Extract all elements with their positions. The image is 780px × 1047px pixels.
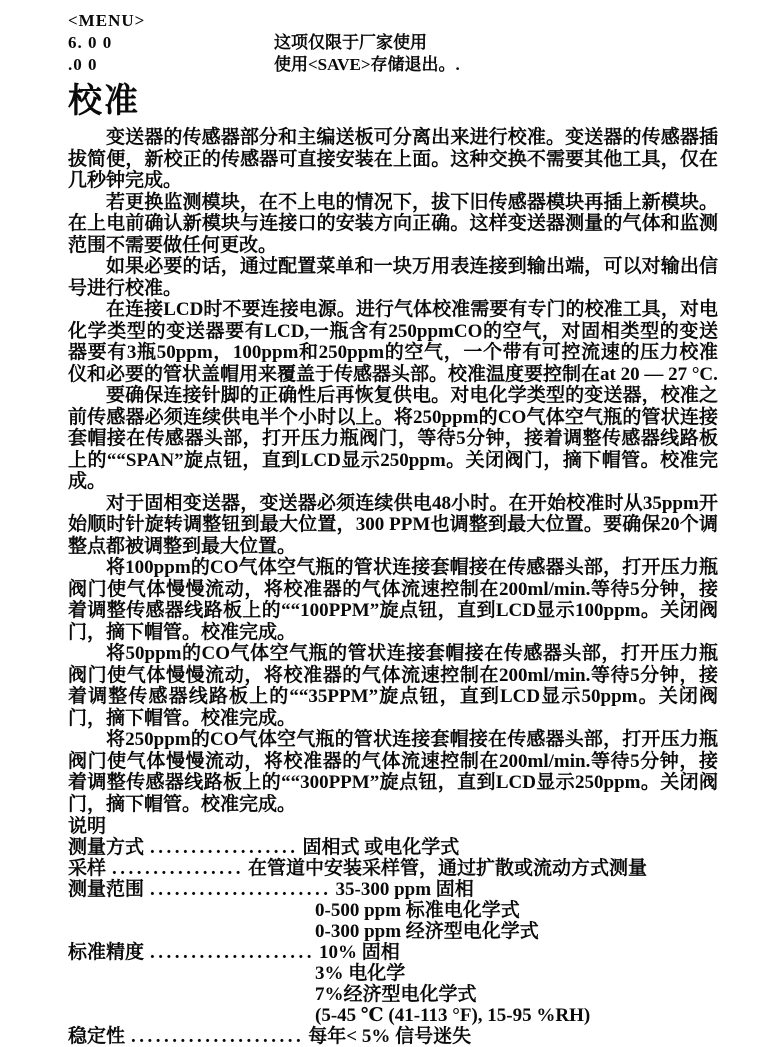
menu-block	[68, 10, 718, 76]
spec-label: 测量范围	[68, 879, 145, 900]
body-text	[68, 127, 718, 815]
spec-accuracy-conditions: (5-45 ℃ (41-113 °F), 15-95 %RH)	[315, 1005, 591, 1026]
spec-range-economy-electrochemical: 0-300 ppm 经济型电化学式	[315, 921, 539, 942]
spec-label: 测量方式	[68, 837, 145, 858]
spec-value: 固相式 或电化学式	[302, 837, 460, 858]
menu-row	[68, 54, 718, 76]
spec-list	[68, 816, 718, 1047]
spec-label: 采样	[68, 858, 107, 879]
spec-accuracy-economy: 7%经济型电化学式	[315, 984, 477, 1005]
menu-note-save: 使用<SAVE>存储退出。.	[274, 55, 460, 74]
paragraph-50ppm: 将50ppm的CO气体空气瓶的管状连接套帽接在传感器头部，打开压力瓶阀门使气体慢慢流动，将校准器的气体流速控制在200ml/min.等待5分钟，接着调整传感器线路板上的““35PPM”旋点钮，直到LCD显示50ppm。关闭阀门，摘下帽管。校准完成。	[68, 643, 718, 729]
menu-value: .0 0	[68, 55, 98, 74]
menu-value: 6. 0 0	[68, 33, 113, 52]
spec-row-stability	[68, 1026, 718, 1047]
spec-row-sampling	[68, 858, 718, 879]
menu-note-factory: 这项仅限于厂家使用	[274, 33, 427, 52]
spec-accuracy-electrochemical: 3% 电化学	[315, 963, 406, 984]
paragraph-calibration-tools: 在连接LCD时不要连接电源。进行气体校准需要有专门的校准工具，对电化学类型的变送器要有LCD,一瓶含有250ppmCO的空气，对固相类型的变送器要有3瓶50ppm，100ppm和250ppm的空气，一个带有可控流速的压力校准仪和必要的管状盖帽用来覆盖于传感器头部。校准温度要控制在at 20 — 27 °C.	[68, 299, 718, 385]
spec-value: 每年< 5% 信号迷失	[308, 1026, 472, 1047]
spec-intro: 说明	[68, 816, 107, 837]
paragraph-100ppm: 将100ppm的CO气体空气瓶的管状连接套帽接在传感器头部，打开压力瓶阀门使气体慢慢流动，将校准器的气体流速控制在200ml/min.等待5分钟，接着调整传感器线路板上的““100PPM”旋点钮，直到LCD显示100ppm。关闭阀门，摘下帽管。校准完成。	[68, 557, 718, 643]
menu-tag: <MENU>	[68, 11, 146, 30]
dot-leader: ..................	[150, 837, 299, 858]
paragraph-replace-module: 若更换监测模块，在不上电的情况下，拔下旧传感器模块再插上新模块。在上电前确认新模块与连接口的安装方向正确。这样变送器测量的气体和监测范围不需要做任何更改。	[68, 191, 718, 256]
spec-row-measure-range	[68, 879, 718, 900]
menu-row	[68, 10, 718, 32]
spec-row-accuracy	[68, 942, 718, 963]
dot-leader: .....................	[131, 1026, 305, 1047]
spec-value: 10% 固相	[319, 942, 400, 963]
spec-value: 在管道中安装采样管，通过扩散或流动方式测量	[248, 858, 648, 879]
menu-row	[68, 32, 718, 54]
dot-leader: ......................	[150, 879, 332, 900]
paragraph-swap-sensor: 变送器的传感器部分和主编送板可分离出来进行校准。变送器的传感器插拔简便，新校正的传感器可直接安装在上面。这种交换不需要其他工具，仅在几秒钟完成。	[68, 127, 718, 191]
paragraph-output-signal: 如果必要的话，通过配置菜单和一块万用表连接到输出端，可以对输出信号进行校准。	[68, 256, 718, 299]
page-title: 校准	[68, 83, 140, 120]
paragraph-span-calibration: 要确保连接针脚的正确性后再恢复供电。对电化学类型的变送器，校准之前传感器必须连续供电半个小时以上。将250ppm的CO气体空气瓶的管状连接套帽接在传感器头部，打开压力瓶阀门，等待5分钟，接着调整传感器线路板上的““SPAN”旋点钮，直到LCD显示250ppm。关闭阀门，摘下帽管。校准完成。	[68, 385, 718, 492]
dot-leader: ................	[112, 858, 245, 879]
dot-leader: ....................	[150, 942, 316, 963]
spec-label: 标准精度	[68, 942, 145, 963]
paragraph-250ppm: 将250ppm的CO气体空气瓶的管状连接套帽接在传感器头部，打开压力瓶阀门使气体慢慢流动，将校准器的气体流速控制在200ml/min.等待5分钟，接着调整传感器线路板上的““300PPM”旋点钮，直到LCD显示250ppm。关闭阀门，摘下帽管。校准完成。	[68, 729, 718, 815]
spec-row-measure-method	[68, 837, 718, 858]
paragraph-solid-state: 对于固相变送器，变送器必须连续供电48小时。在开始校准时从35ppm开始顺时针旋转调整钮到最大位置，300 PPM也调整到最大位置。要确保20个调整点都被调整到最大位置。	[68, 492, 718, 557]
spec-range-standard-electrochemical: 0-500 ppm 标准电化学式	[315, 900, 520, 921]
spec-label: 稳定性	[68, 1026, 126, 1047]
spec-value: 35-300 ppm 固相	[335, 879, 474, 900]
